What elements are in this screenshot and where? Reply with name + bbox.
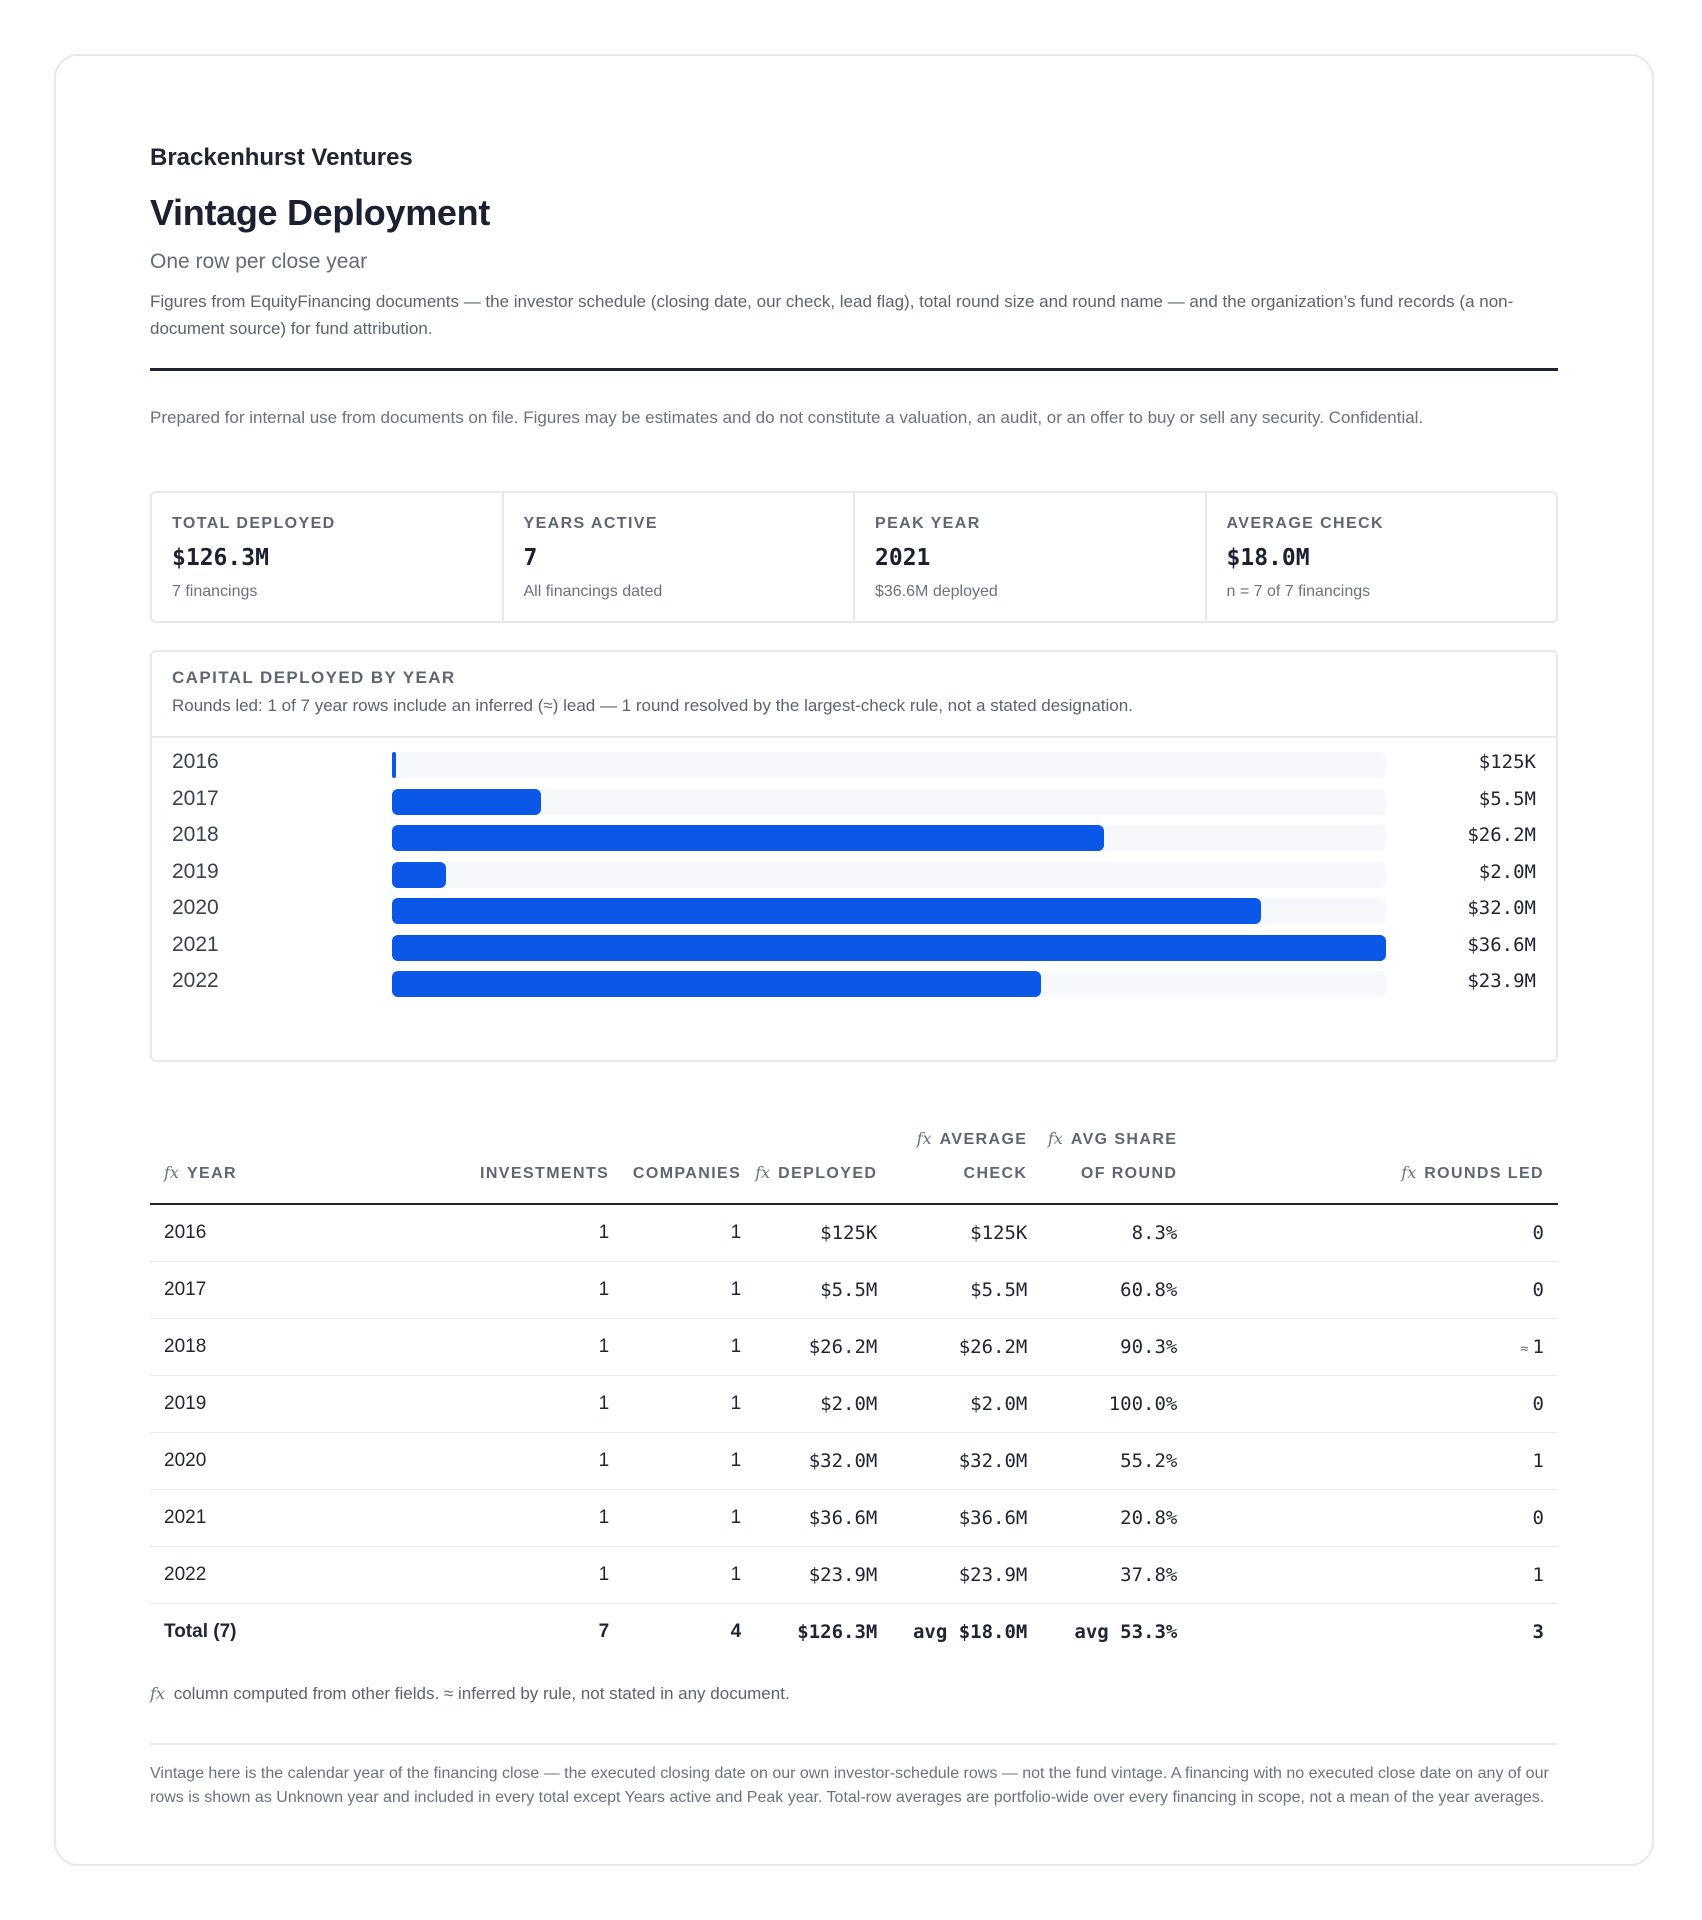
bar-value-label: $23.9M: [1467, 970, 1536, 992]
cell-deployed: $23.9M: [755, 1546, 891, 1603]
column-label: YEAR: [186, 1165, 238, 1182]
bar: [392, 789, 541, 815]
bar-track: [392, 825, 1386, 851]
table-row: [150, 1432, 1558, 1489]
org-name: Brackenhurst Ventures: [150, 144, 413, 171]
bar-value-label: $32.0M: [1467, 897, 1536, 919]
chart-title: CAPITAL DEPLOYED BY YEAR: [172, 668, 456, 687]
bar-track: [392, 898, 1386, 924]
cell-investments: 1: [480, 1204, 623, 1261]
kpi-label: PEAK YEAR: [875, 515, 981, 532]
cell-avg-share: 37.8%: [1041, 1546, 1191, 1603]
cell-year: 2016: [150, 1204, 480, 1261]
header-divider: [150, 368, 1558, 371]
bar-track: [392, 789, 1386, 815]
cell-year: 2019: [150, 1375, 480, 1432]
kpi-average-check: [1207, 493, 1557, 621]
bar: [392, 752, 396, 778]
kpi-value: $126.3M: [172, 545, 269, 571]
bar-row-2022: [152, 961, 1556, 1005]
cell-avg-share: avg 53.3%: [1074, 1620, 1178, 1643]
bar-label: 2016: [172, 750, 219, 773]
cell-avg-check: $2.0M: [891, 1375, 1041, 1432]
cell-rounds-led: 0: [1191, 1261, 1558, 1318]
cell-companies: 1: [623, 1546, 755, 1603]
table-row: [150, 1204, 1558, 1261]
table-row: [150, 1375, 1558, 1432]
kpi-label: YEARS ACTIVE: [523, 515, 658, 532]
cell-rounds-led: 3: [1532, 1620, 1544, 1643]
cell-value: 1: [1532, 1335, 1544, 1358]
cell-year: 2022: [150, 1546, 480, 1603]
cell-rounds-led: 1: [1191, 1432, 1558, 1489]
column-header: [891, 1122, 1041, 1204]
table-row: [150, 1261, 1558, 1318]
footnote: Vintage here is the calendar year of the financing close — the executed closing date on our own investor-schedule rows — not the fund vintage. A financing with no executed close date on any of our rows is shown as Unknown year and included in every total except Years active and Peak year. Total-row averages are portfolio-wide over every financing in scope, not a mean of the year averages.: [150, 1765, 1549, 1806]
cell-avg-check: $23.9M: [891, 1546, 1041, 1603]
table-row: [150, 1318, 1558, 1375]
table-row: [150, 1489, 1558, 1546]
cell-companies: 1: [623, 1204, 755, 1261]
bar-label: 2021: [172, 932, 219, 956]
cell-companies: 1: [623, 1489, 755, 1546]
table-legend: [150, 1684, 790, 1704]
kpi-sub: n = 7 of 7 financings: [1226, 583, 1371, 600]
kpi-total-deployed: [152, 493, 504, 621]
column-header: [755, 1122, 891, 1204]
cell-year: 2021: [150, 1489, 480, 1546]
cell-avg-share: 90.3%: [1041, 1318, 1191, 1375]
page-title: Vintage Deployment: [150, 192, 491, 233]
deployment-chart: [150, 650, 1558, 1062]
cell-investments: 1: [480, 1432, 623, 1489]
cell-investments: 1: [480, 1375, 623, 1432]
column-header: [623, 1122, 755, 1204]
fx-marker: fx: [916, 1129, 932, 1148]
cell-companies: 1: [623, 1318, 755, 1375]
cell-avg-check: $36.6M: [891, 1489, 1041, 1546]
cell-avg-share: 60.8%: [1041, 1261, 1191, 1318]
bar-track: [392, 752, 1386, 778]
table-body: [150, 1204, 1558, 1660]
bar: [392, 935, 1386, 961]
cell-avg-check: $125K: [891, 1204, 1041, 1261]
disclaimer: Prepared for internal use from documents on file. Figures may be estimates and do not constitute a valuation, an audit, or an offer to buy or sell any security. Confidential.: [150, 408, 1424, 427]
cell-companies: 1: [623, 1261, 755, 1318]
cell-avg-share: 55.2%: [1041, 1432, 1191, 1489]
column-header: [1041, 1122, 1191, 1204]
chart-note: Rounds led: 1 of 7 year rows include an inferred (≈) lead — 1 round resolved by the largest-check rule, not a stated designation.: [172, 696, 1133, 715]
bar-track: [392, 971, 1386, 997]
table-row: [150, 1546, 1558, 1603]
cell-year: 2020: [150, 1432, 480, 1489]
cell-investments: 1: [480, 1261, 623, 1318]
cell-rounds-led: 1: [1191, 1546, 1558, 1603]
fx-marker: fx: [150, 1684, 165, 1703]
footnote-divider: [150, 1743, 1558, 1745]
column-header: [480, 1122, 623, 1204]
bar: [392, 825, 1104, 851]
page-subtitle: One row per close year: [150, 250, 368, 273]
cell-companies: 1: [623, 1375, 755, 1432]
cell-year: 2017: [150, 1261, 480, 1318]
cell-rounds-led: 0: [1191, 1375, 1558, 1432]
cell-avg-check: $5.5M: [891, 1261, 1041, 1318]
column-label: COMPANIES: [632, 1165, 742, 1182]
cell-rounds-led: [1191, 1318, 1558, 1375]
cell-deployed: $2.0M: [755, 1375, 891, 1432]
fx-marker: fx: [1047, 1129, 1063, 1148]
cell-rounds-led: 0: [1191, 1489, 1558, 1546]
source-description: Figures from EquityFinancing documents — the investor schedule (closing date, our check, lead flag), total round size and round name — and the organization’s fund records (a non-document source) for fund attribution.: [150, 292, 1514, 338]
vintage-table: [150, 1122, 1558, 1660]
fx-marker: fx: [1401, 1163, 1417, 1182]
cell-investments: 1: [480, 1546, 623, 1603]
fx-marker: fx: [755, 1163, 771, 1182]
kpi-value: 7: [523, 545, 538, 571]
kpi-value: $18.0M: [1226, 545, 1310, 571]
cell-deployed: $32.0M: [755, 1432, 891, 1489]
kpi-years-active: [504, 493, 856, 621]
column-label: ROUNDS LED: [1424, 1165, 1544, 1182]
column-label: AVERAGE CHECK: [939, 1131, 1028, 1182]
cell-investments: 7: [598, 1620, 610, 1642]
column-header: [1191, 1122, 1558, 1204]
column-label: AVG SHARE OF ROUND: [1070, 1131, 1178, 1182]
bar-value-label: $36.6M: [1467, 933, 1536, 956]
bar: [392, 862, 446, 888]
kpi-strip: [150, 491, 1558, 623]
cell-avg-check: $32.0M: [891, 1432, 1041, 1489]
chart-header: [152, 652, 1556, 738]
cell-avg-share: 100.0%: [1041, 1375, 1191, 1432]
inferred-marker: ≈: [1520, 1340, 1529, 1357]
bar-value-label: $2.0M: [1478, 860, 1536, 883]
bar-label: 2019: [172, 859, 219, 883]
cell-avg-check: avg $18.0M: [912, 1620, 1028, 1643]
bar-track: [392, 862, 1386, 888]
column-label: INVESTMENTS: [480, 1165, 610, 1182]
fx-marker: fx: [164, 1163, 179, 1182]
bar-value-label: $26.2M: [1467, 824, 1536, 846]
column-header: [150, 1122, 480, 1204]
bar-label: 2018: [172, 823, 219, 846]
kpi-label: AVERAGE CHECK: [1226, 515, 1384, 532]
cell-deployed: $125K: [755, 1204, 891, 1261]
kpi-sub: $36.6M deployed: [875, 583, 998, 600]
legend-text: column computed from other fields. ≈ inferred by rule, not stated in any document.: [173, 1684, 790, 1703]
bar-value-label: $125K: [1478, 751, 1536, 773]
report-card: [54, 54, 1654, 1866]
kpi-sub: 7 financings: [172, 583, 258, 600]
bar-label: 2020: [172, 896, 219, 919]
cell-year: Total (7): [164, 1620, 237, 1642]
bar-label: 2017: [172, 786, 219, 810]
chart-bars: [152, 738, 1556, 1058]
cell-deployed: $26.2M: [755, 1318, 891, 1375]
cell-deployed: $126.3M: [797, 1620, 878, 1643]
bar-track: [392, 935, 1386, 961]
cell-year: 2018: [150, 1318, 480, 1375]
cell-avg-share: 8.3%: [1041, 1204, 1191, 1261]
table-total-row: [150, 1603, 1558, 1660]
cell-companies: 4: [730, 1620, 742, 1642]
column-label: DEPLOYED: [778, 1165, 878, 1182]
kpi-label: TOTAL DEPLOYED: [172, 515, 336, 532]
cell-rounds-led: 0: [1191, 1204, 1558, 1261]
cell-deployed: $36.6M: [755, 1489, 891, 1546]
bar-value-label: $5.5M: [1478, 787, 1536, 810]
kpi-sub: All financings dated: [523, 583, 663, 600]
kpi-peak-year: [855, 493, 1207, 621]
kpi-value: 2021: [875, 545, 931, 571]
cell-deployed: $5.5M: [755, 1261, 891, 1318]
cell-investments: 1: [480, 1318, 623, 1375]
table-header-row: [150, 1122, 1558, 1204]
bar: [392, 971, 1041, 997]
cell-investments: 1: [480, 1489, 623, 1546]
cell-avg-share: 20.8%: [1041, 1489, 1191, 1546]
cell-companies: 1: [623, 1432, 755, 1489]
bar-label: 2022: [172, 969, 219, 992]
bar: [392, 898, 1261, 924]
cell-avg-check: $26.2M: [891, 1318, 1041, 1375]
